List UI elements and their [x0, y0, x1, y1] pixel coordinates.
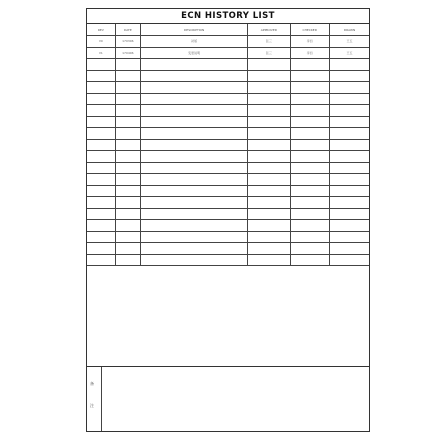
column-header-approved: APPROVED — [248, 24, 290, 36]
empty-cell — [87, 139, 115, 151]
empty-cell — [330, 70, 370, 82]
empty-cell — [330, 231, 370, 243]
empty-cell — [290, 254, 329, 266]
empty-cell — [248, 151, 290, 163]
empty-cell — [141, 105, 248, 117]
empty-cell — [141, 82, 248, 94]
empty-cell — [248, 116, 290, 128]
empty-cell — [248, 254, 290, 266]
empty-table-row — [87, 185, 369, 197]
empty-cell — [87, 70, 115, 82]
empty-table-row — [87, 162, 369, 174]
empty-cell — [141, 208, 248, 220]
notes-label: 注 — [90, 403, 94, 408]
empty-cell — [290, 231, 329, 243]
empty-cell — [248, 105, 290, 117]
empty-cell — [141, 162, 248, 174]
empty-cell — [87, 128, 115, 140]
empty-cell — [290, 128, 329, 140]
column-header-checked: CHECKED — [290, 24, 329, 36]
empty-cell — [87, 93, 115, 105]
empty-table-row — [87, 220, 369, 232]
cell-rev: V0 — [87, 36, 115, 48]
empty-cell — [330, 151, 370, 163]
cell-date: 170406 — [115, 47, 140, 59]
empty-cell — [290, 93, 329, 105]
empty-cell — [330, 197, 370, 209]
empty-cell — [87, 220, 115, 232]
empty-table-row — [87, 254, 369, 266]
empty-cell — [330, 82, 370, 94]
empty-cell — [290, 220, 329, 232]
empty-cell — [141, 254, 248, 266]
empty-table-row — [87, 82, 369, 94]
empty-cell — [141, 139, 248, 151]
empty-cell — [87, 185, 115, 197]
empty-table-row — [87, 93, 369, 105]
empty-cell — [141, 151, 248, 163]
empty-cell — [248, 185, 290, 197]
empty-cell — [248, 197, 290, 209]
empty-cell — [87, 231, 115, 243]
empty-cell — [87, 243, 115, 255]
empty-cell — [87, 162, 115, 174]
empty-cell — [115, 185, 140, 197]
empty-cell — [290, 162, 329, 174]
empty-cell — [87, 254, 115, 266]
empty-cell — [248, 59, 290, 71]
column-header-rev: REV — [87, 24, 115, 36]
empty-table-row — [87, 197, 369, 209]
empty-table-row — [87, 70, 369, 82]
cell-checked: 李四 — [290, 47, 329, 59]
empty-cell — [290, 208, 329, 220]
empty-cell — [248, 93, 290, 105]
empty-table-row — [87, 139, 369, 151]
empty-cell — [87, 105, 115, 117]
column-header-drawn: DRAWN — [330, 24, 370, 36]
empty-cell — [330, 105, 370, 117]
empty-cell — [115, 70, 140, 82]
empty-table-row — [87, 174, 369, 186]
empty-table-row — [87, 116, 369, 128]
empty-cell — [330, 254, 370, 266]
cell-date: 170306 — [115, 36, 140, 48]
cell-approved: 张三 — [248, 36, 290, 48]
cell-drawn: 王五 — [330, 47, 370, 59]
empty-cell — [248, 220, 290, 232]
empty-cell — [87, 151, 115, 163]
empty-cell — [330, 116, 370, 128]
cell-approved: 张三 — [248, 47, 290, 59]
empty-cell — [330, 128, 370, 140]
empty-cell — [248, 139, 290, 151]
ecn-history-table — [87, 24, 369, 266]
empty-cell — [115, 162, 140, 174]
empty-cell — [290, 243, 329, 255]
empty-cell — [141, 197, 248, 209]
notes-label-column — [87, 367, 102, 431]
empty-table-row — [87, 105, 369, 117]
empty-cell — [330, 243, 370, 255]
empty-cell — [115, 82, 140, 94]
empty-cell — [248, 70, 290, 82]
empty-cell — [87, 197, 115, 209]
empty-cell — [290, 116, 329, 128]
empty-cell — [141, 128, 248, 140]
empty-table-row — [87, 59, 369, 71]
cell-description: 初版 — [141, 36, 248, 48]
empty-cell — [290, 59, 329, 71]
empty-cell — [248, 128, 290, 140]
empty-cell — [141, 185, 248, 197]
empty-cell — [141, 59, 248, 71]
empty-cell — [115, 128, 140, 140]
empty-cell — [87, 174, 115, 186]
empty-cell — [141, 220, 248, 232]
notes-label: 备 — [90, 381, 94, 386]
empty-table-row — [87, 151, 369, 163]
empty-table-row — [87, 208, 369, 220]
empty-cell — [115, 197, 140, 209]
empty-cell — [248, 208, 290, 220]
empty-cell — [248, 243, 290, 255]
cell-description: 变更说明 — [141, 47, 248, 59]
cell-drawn: 王五 — [330, 36, 370, 48]
empty-cell — [248, 174, 290, 186]
empty-cell — [290, 139, 329, 151]
empty-cell — [87, 59, 115, 71]
empty-cell — [141, 174, 248, 186]
empty-cell — [248, 82, 290, 94]
empty-cell — [141, 116, 248, 128]
header-row — [87, 24, 369, 36]
empty-cell — [115, 174, 140, 186]
empty-cell — [115, 208, 140, 220]
empty-cell — [87, 82, 115, 94]
notes-section — [87, 366, 369, 431]
empty-cell — [141, 231, 248, 243]
empty-cell — [87, 208, 115, 220]
empty-cell — [115, 105, 140, 117]
empty-cell — [141, 70, 248, 82]
empty-cell — [115, 139, 140, 151]
empty-cell — [115, 116, 140, 128]
empty-cell — [115, 93, 140, 105]
blank-rows — [87, 59, 369, 266]
empty-cell — [290, 174, 329, 186]
cell-checked: 李四 — [290, 36, 329, 48]
empty-cell — [290, 197, 329, 209]
empty-cell — [141, 93, 248, 105]
empty-cell — [330, 59, 370, 71]
empty-cell — [330, 139, 370, 151]
empty-cell — [248, 231, 290, 243]
empty-cell — [115, 243, 140, 255]
empty-cell — [115, 254, 140, 266]
table-row — [87, 36, 369, 48]
empty-table-row — [87, 128, 369, 140]
column-header-date: DATE — [115, 24, 140, 36]
empty-cell — [290, 151, 329, 163]
empty-table-row — [87, 231, 369, 243]
empty-cell — [141, 243, 248, 255]
empty-cell — [248, 162, 290, 174]
empty-cell — [290, 70, 329, 82]
empty-cell — [290, 82, 329, 94]
empty-table-row — [87, 243, 369, 255]
empty-cell — [115, 151, 140, 163]
empty-cell — [87, 116, 115, 128]
empty-cell — [290, 185, 329, 197]
empty-cell — [330, 174, 370, 186]
ecn-history-sheet — [86, 8, 370, 432]
table-row — [87, 47, 369, 59]
empty-cell — [115, 231, 140, 243]
empty-cell — [330, 220, 370, 232]
column-header-description: DESCRIPTION — [141, 24, 248, 36]
document-title: ECN HISTORY LIST — [87, 9, 369, 24]
empty-cell — [115, 220, 140, 232]
empty-cell — [115, 59, 140, 71]
empty-cell — [290, 105, 329, 117]
empty-cell — [330, 208, 370, 220]
empty-cell — [330, 93, 370, 105]
cell-rev: V1 — [87, 47, 115, 59]
empty-cell — [330, 185, 370, 197]
empty-cell — [330, 162, 370, 174]
